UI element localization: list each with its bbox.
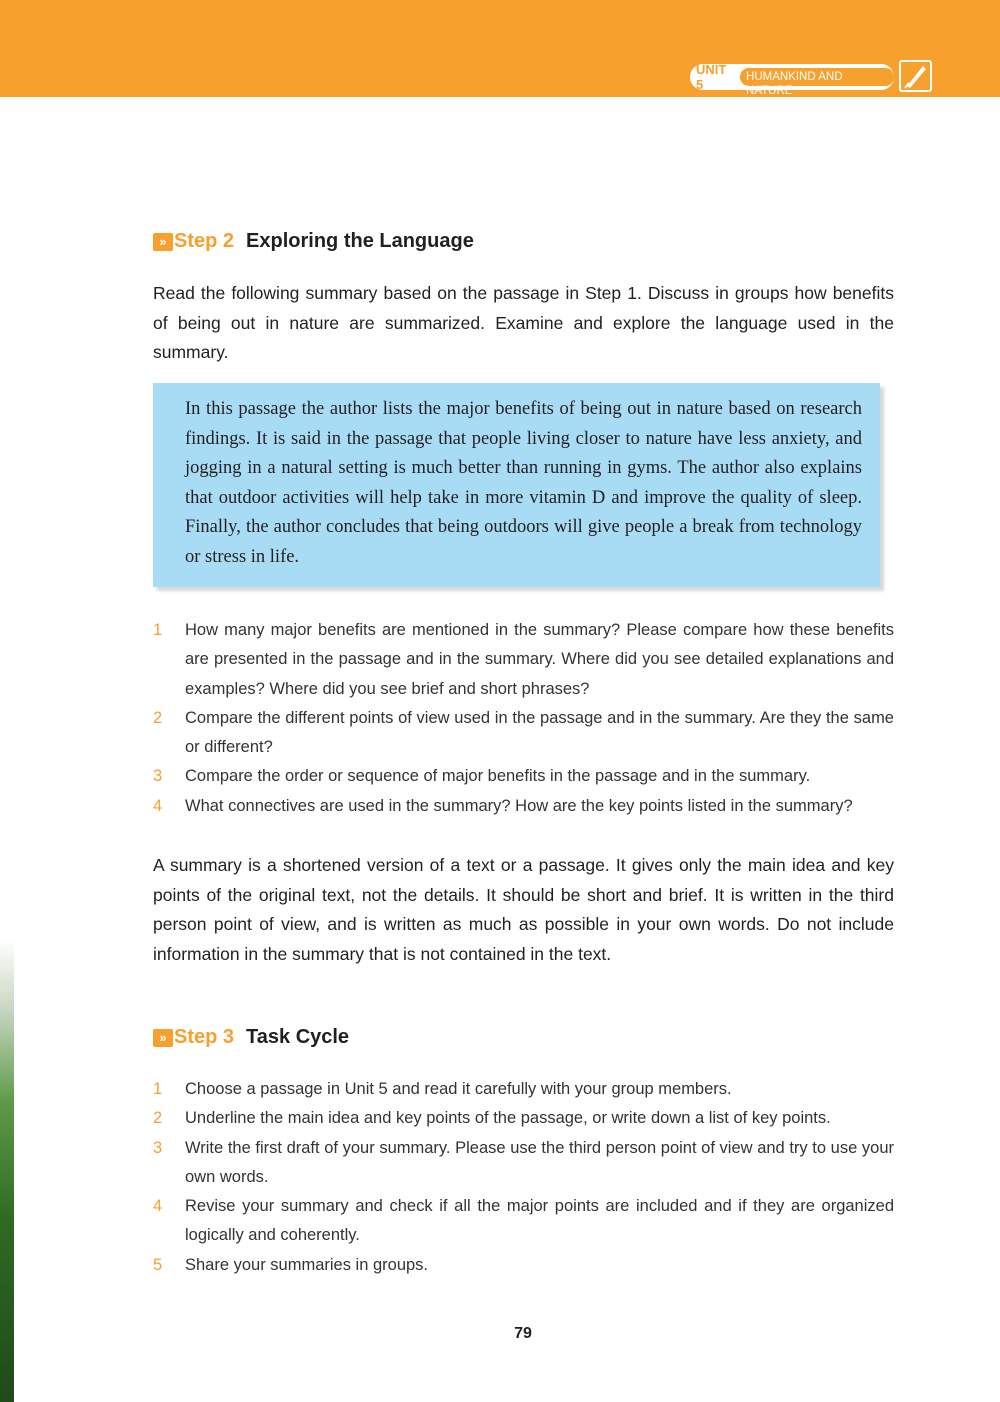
item-text: Write the first draft of your summary. Please use the third person point of view and try to use your own words. (185, 1138, 894, 1186)
list-item (153, 1104, 894, 1133)
step-label: Step 2 (174, 230, 235, 252)
summary-box: In this passage the author lists the major benefits of being out in nature based on research findings. It is said in the passage that people living closer to nature have less anxiety, and jogging in a natural setting is much better than running in gyms. The author also explains that outdoor activities will help take in more vitamin D and improve the quality of sleep. Finally, the author concludes that being outdoors will give people a break from technology or stress in life. (153, 383, 880, 587)
list-item (153, 1134, 894, 1193)
page-header (0, 0, 1000, 97)
list-item (153, 762, 894, 791)
item-text: What connectives are used in the summary? How are the key points listed in the summary? (185, 796, 853, 815)
pen-icon (899, 60, 932, 92)
item-number: 2 (153, 708, 163, 727)
summary-definition: A summary is a shortened version of a text or a passage. It gives only the main idea and key points of the original text, not the details. It should be short and brief. It is written in the third person point of view, and is written as much as possible in your own words. Do not include information in the summary that is not contained in the text. (153, 855, 894, 964)
item-text: Revise your summary and check if all the major points are included and if they are organized logically and coherently. (185, 1197, 894, 1245)
question-list (153, 616, 894, 821)
item-number: 4 (153, 1197, 163, 1216)
item-text: How many major benefits are mentioned in the summary? Please compare how these benefits are presented in the passage and in the summary. Where did you see detailed explanations and examples? Where did you see brief and short phrases? (185, 621, 894, 698)
item-number: 2 (153, 1109, 163, 1128)
unit-label: UNIT 5 (696, 62, 727, 92)
step2-heading (153, 230, 474, 253)
list-item (153, 1251, 894, 1280)
step2-intro: Read the following summary based on the passage in Step 1. Discuss in groups how benefits of being out in nature are summarized. Examine and explore the language used in the summary. (153, 283, 894, 362)
task-list (153, 1075, 894, 1280)
list-item (153, 1192, 894, 1251)
item-number: 3 (153, 767, 163, 786)
step-title: Exploring the Language (246, 230, 474, 252)
item-text: Share your summaries in groups. (185, 1255, 429, 1274)
list-item (153, 616, 894, 704)
item-text: Compare the different points of view used in the passage and in the summary. Are they the same or different? (185, 708, 894, 757)
item-number: 5 (153, 1255, 163, 1274)
step-title: Task Cycle (246, 1026, 350, 1048)
item-number: 3 (153, 1138, 163, 1157)
list-item (153, 792, 894, 821)
step-label: Step 3 (174, 1026, 235, 1048)
item-text: Compare the order or sequence of major benefits in the passage and in the summary. (185, 767, 811, 786)
list-item (153, 1075, 894, 1104)
double-chevron-icon: » (153, 233, 173, 251)
item-number: 1 (153, 1080, 163, 1098)
double-chevron-icon: » (153, 1029, 173, 1047)
unit-badge (690, 62, 894, 97)
list-item (153, 704, 894, 763)
item-number: 4 (153, 796, 163, 815)
page-number: 79 (514, 1325, 532, 1342)
step3-heading (153, 1026, 349, 1049)
unit-theme: HUMANKIND AND NATURE (740, 68, 894, 86)
item-text: Underline the main idea and key points of the passage, or write down a list of key points. (185, 1109, 831, 1128)
item-text: Choose a passage in Unit 5 and read it carefully with your group members. (185, 1080, 732, 1098)
item-number: 1 (153, 621, 163, 639)
